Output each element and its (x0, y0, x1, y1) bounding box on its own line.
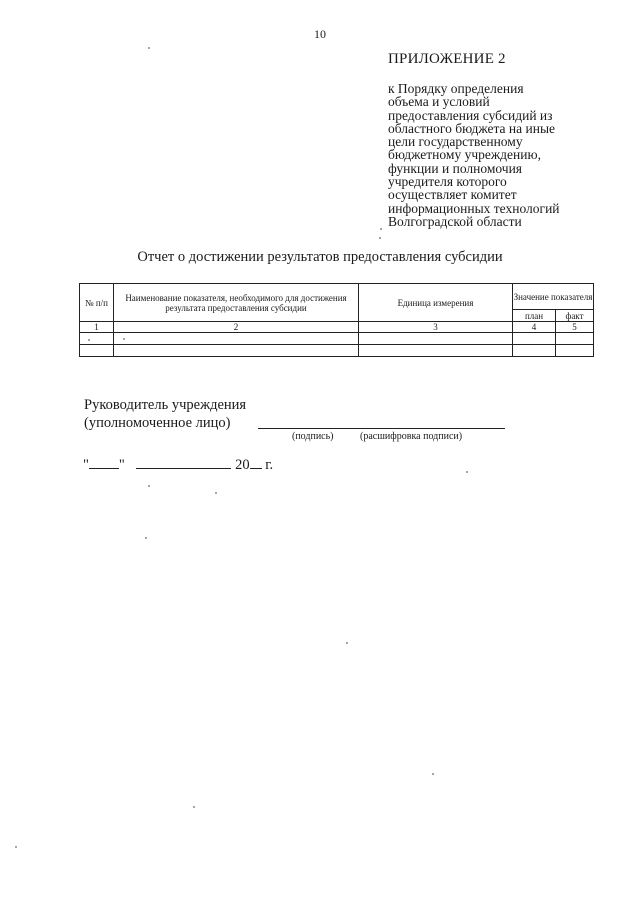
table-row (80, 333, 594, 345)
manager-label-line1: Руководитель учреждения (84, 397, 247, 413)
appendix-line: цели государственному (388, 134, 523, 150)
appendix-line: осуществляет комитет (388, 187, 517, 203)
date-quote-open: " (83, 457, 89, 473)
table-row (80, 345, 594, 357)
report-table (79, 283, 594, 357)
scan-speck (148, 47, 150, 49)
scan-speck (466, 471, 468, 473)
column-number: 3 (359, 322, 513, 333)
table-cell (114, 345, 359, 357)
manager-label (84, 396, 246, 432)
column-number: 2 (114, 322, 359, 333)
scan-speck (123, 338, 125, 340)
header-plan: план (513, 310, 556, 322)
column-number: 5 (556, 322, 594, 333)
table-cell (359, 345, 513, 357)
table-cell (556, 345, 594, 357)
table-cell (80, 345, 114, 357)
signature-decoding-caption: (расшифровка подписи) (360, 431, 463, 442)
date-quote-close: " (118, 457, 125, 473)
appendix-line: предоставления субсидий из (388, 107, 553, 123)
appendix-line: бюджетному учреждению, (388, 147, 541, 163)
manager-label-line2: (уполномоченное лицо) (84, 415, 231, 431)
appendix-line: Волгоградской области (388, 213, 522, 229)
scan-speck (88, 339, 90, 341)
year-suffix: г. (265, 457, 274, 473)
month-blank (136, 455, 231, 469)
appendix-line: к Порядку определения (388, 81, 524, 96)
table-cell (556, 333, 594, 345)
signature-caption: (подпись) (292, 431, 334, 442)
header-unit: Единица измерения (359, 284, 513, 322)
table-cell (114, 333, 359, 345)
page-number: 10 (314, 27, 326, 41)
appendix-text (388, 82, 603, 228)
year-blank (250, 455, 262, 469)
header-indicator-name: Наименование показателя, необходимого для достижения результата предоставления субсидии (114, 284, 359, 322)
header-number: № п/п (80, 284, 114, 322)
header-fact: факт (556, 310, 594, 322)
table-cell (513, 333, 556, 345)
scan-speck (145, 537, 147, 539)
scan-speck (432, 773, 434, 775)
scan-speck (379, 237, 381, 239)
column-number: 4 (513, 322, 556, 333)
header-value: Значение показателя (513, 284, 594, 310)
signature-line (258, 428, 505, 429)
column-number: 1 (80, 322, 114, 333)
appendix-line: объема и условий (388, 94, 490, 110)
scan-speck (148, 485, 150, 487)
scan-speck (346, 642, 348, 644)
table-cell (80, 333, 114, 345)
scan-speck (380, 228, 382, 230)
report-title: Отчет о достижении результатов предоставления субсидии (137, 249, 503, 265)
column-number-row (80, 322, 594, 333)
appendix-line: функции и полномочия (388, 160, 523, 176)
year-prefix: 20 (235, 457, 250, 473)
appendix-line: областного бюджета на иные (388, 120, 556, 136)
table-cell (359, 333, 513, 345)
appendix-title: ПРИЛОЖЕНИЕ 2 (388, 51, 506, 67)
appendix-line: информационных технологий (388, 200, 560, 216)
scan-speck (193, 806, 195, 808)
day-blank (89, 455, 119, 469)
table-cell (513, 345, 556, 357)
appendix-line: учредителя которого (388, 174, 507, 190)
scan-speck (15, 846, 17, 848)
date-line (83, 455, 273, 474)
scan-speck (215, 492, 217, 494)
